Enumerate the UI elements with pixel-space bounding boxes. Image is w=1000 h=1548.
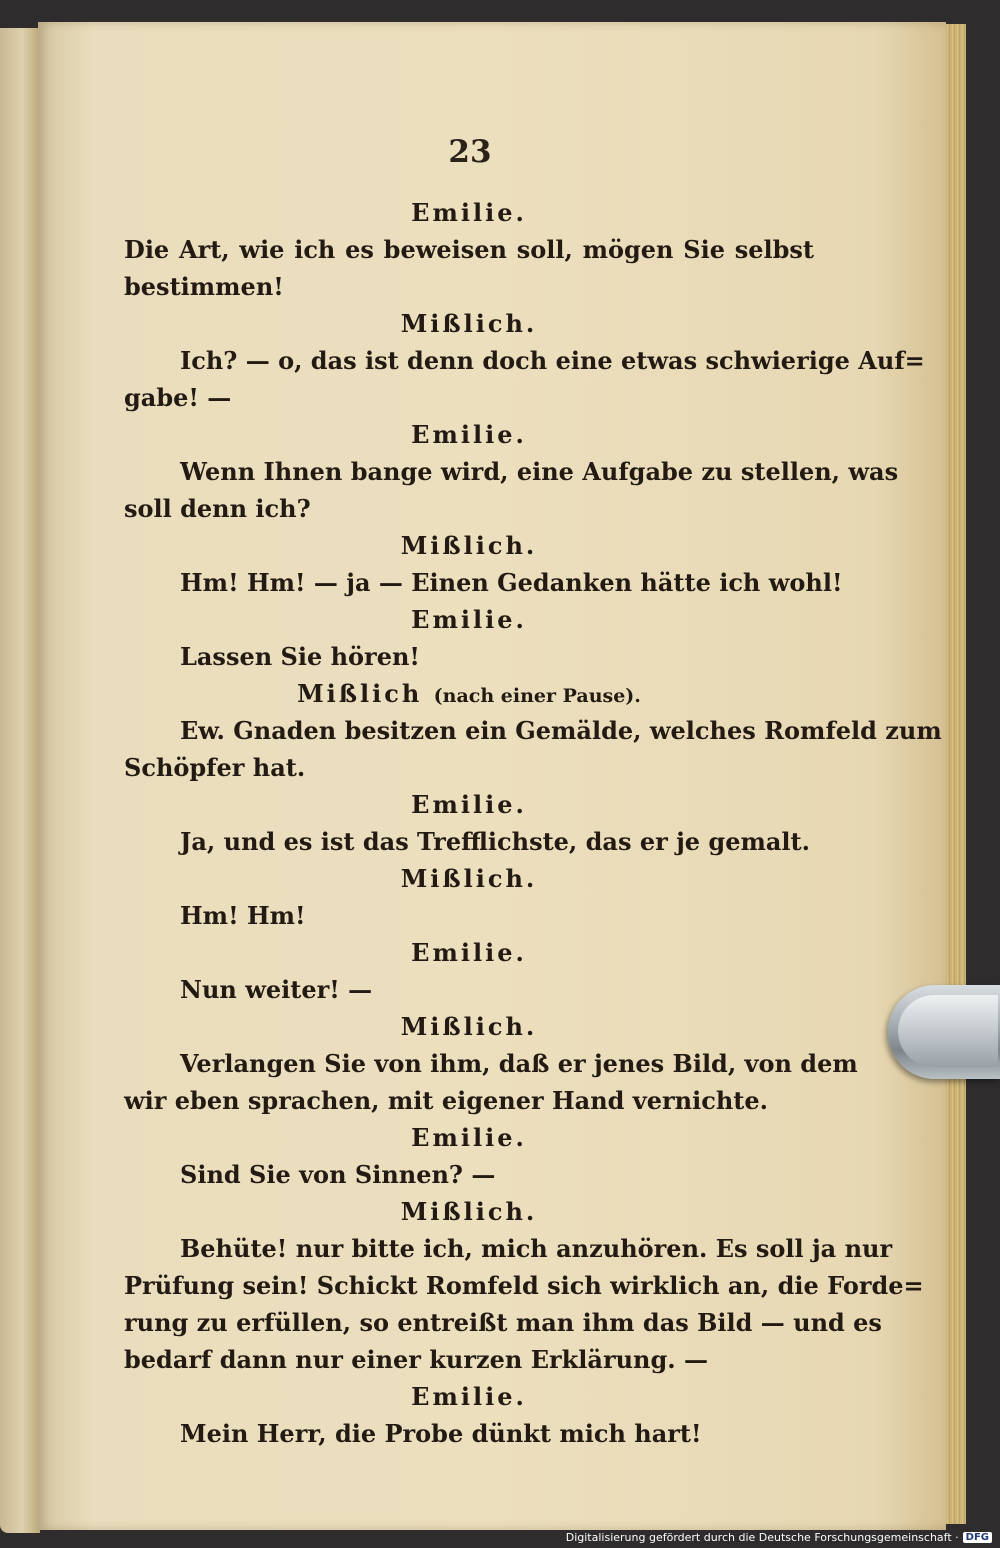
speaker-name: Mißlich.	[400, 531, 538, 560]
digitization-credit	[566, 1531, 992, 1544]
text-line: gabe! —	[124, 383, 232, 412]
dfg-logo: DFG	[963, 1532, 992, 1543]
text-line: Prüfung sein! Schickt Romfeld sich wirklich an, die Forde=	[124, 1271, 924, 1300]
speaker-name-line	[124, 675, 814, 712]
stage-direction: (nach einer Pause).	[433, 685, 641, 707]
text-line: bedarf dann nur einer kurzen Erklärung. —	[124, 1345, 708, 1374]
left-page-edge	[0, 28, 40, 1533]
text-line: Hm! Hm!	[180, 901, 306, 930]
speaker-name: Mißlich	[297, 679, 423, 708]
page-stack-edges	[946, 24, 966, 1524]
speaker-name: Mißlich.	[400, 864, 538, 893]
text-line: Lassen Sie hören!	[180, 642, 420, 671]
page-text	[124, 194, 942, 1452]
text-line: Nun weiter! —	[180, 975, 373, 1004]
clip-highlight	[898, 995, 998, 1067]
text-line: wir eben sprachen, mit eigener Hand vernichte.	[124, 1086, 769, 1115]
text-line: Mein Herr, die Probe dünkt mich hart!	[180, 1419, 702, 1448]
page-number: 23	[448, 134, 492, 170]
speaker-name: Emilie.	[411, 1382, 527, 1411]
speaker-name: Mißlich.	[400, 309, 538, 338]
speaker-name: Emilie.	[411, 1123, 527, 1152]
text-line: Wenn Ihnen bange wird, eine Aufgabe zu stellen, was	[180, 457, 899, 486]
text-line: Schöpfer hat.	[124, 753, 306, 782]
text-line: soll denn ich?	[124, 494, 311, 523]
text-line: Sind Sie von Sinnen? —	[180, 1160, 496, 1189]
credit-text: Digitalisierung gefördert durch die Deutsche Forschungsgemeinschaft ·	[565, 1531, 959, 1544]
text-line: Verlangen Sie von ihm, daß er jenes Bild, von dem	[180, 1049, 858, 1078]
speaker-name: Emilie.	[411, 938, 527, 967]
text-line: Ich? — o, das ist denn doch eine etwas schwierige Auf=	[180, 346, 925, 375]
speaker-name: Emilie.	[411, 198, 527, 227]
text-line: bestimmen!	[124, 272, 284, 301]
text-line: Die Art, wie ich es beweisen soll, mögen Sie selbst	[124, 235, 814, 264]
speaker-name: Emilie.	[411, 605, 527, 634]
text-line: rung zu erfüllen, so entreißt man ihm das Bild — und es	[124, 1308, 882, 1337]
text-line: Ew. Gnaden besitzen ein Gemälde, welches Romfeld zum	[180, 716, 942, 745]
speaker-name: Emilie.	[411, 420, 527, 449]
speaker-name: Emilie.	[411, 790, 527, 819]
metal-page-clip	[888, 985, 1000, 1079]
speaker-name: Mißlich.	[400, 1012, 538, 1041]
text-line: Behüte! nur bitte ich, mich anzuhören. Es soll ja nur	[180, 1234, 893, 1263]
text-line: Ja, und es ist das Trefflichste, das er je gemalt.	[180, 827, 810, 856]
speaker-name: Mißlich.	[400, 1197, 538, 1226]
text-line: Hm! Hm! — ja — Einen Gedanken hätte ich wohl!	[180, 568, 843, 597]
